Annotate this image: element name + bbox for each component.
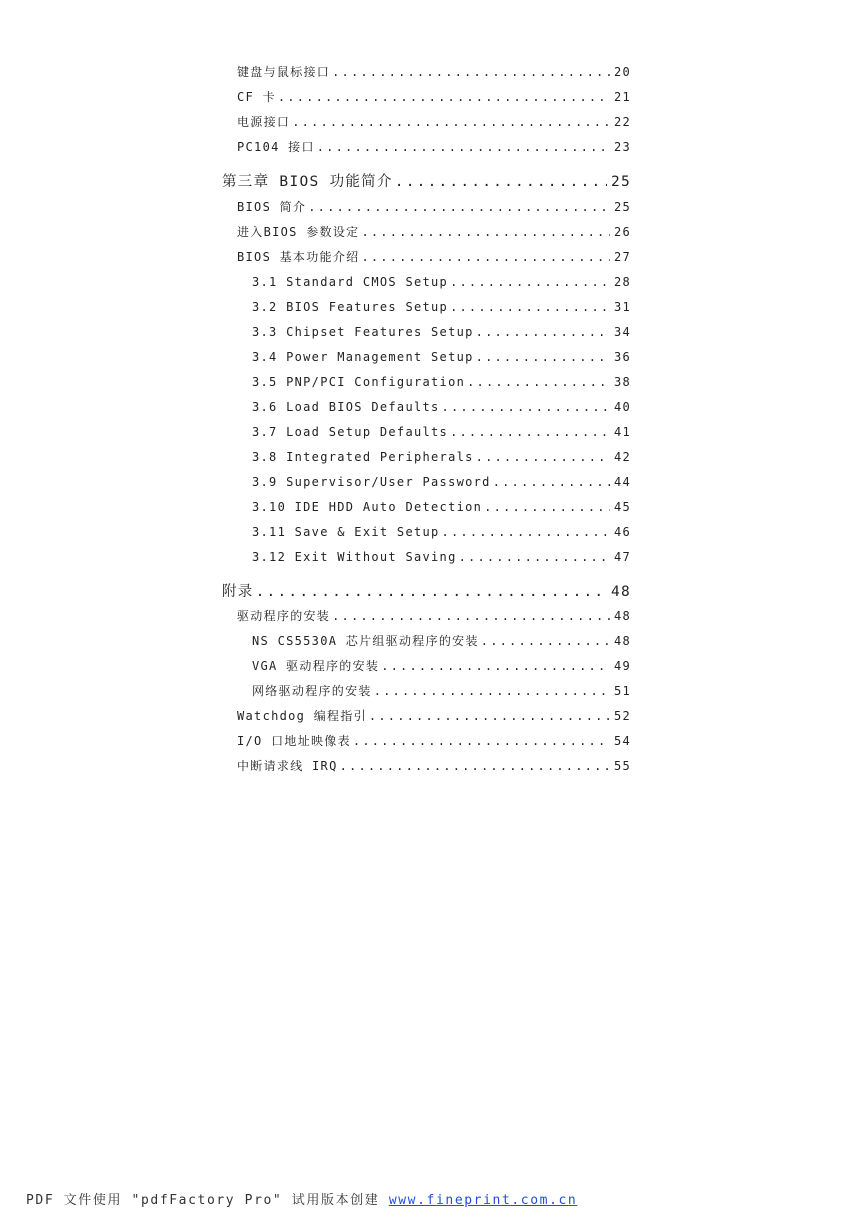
toc-entry-page-number: 41 — [613, 425, 631, 439]
toc-dot-leader — [484, 499, 610, 515]
toc-entry-title: 3.3 Chipset Features Setup — [252, 325, 474, 339]
toc-entry[interactable] — [237, 224, 631, 240]
toc-entry-page-number: 31 — [613, 300, 631, 314]
toc-entry-title: 中断请求线 IRQ — [237, 759, 338, 773]
toc-entry-title: 进入BIOS 参数设定 — [237, 225, 360, 239]
toc-entry-page-number: 28 — [613, 275, 631, 289]
toc-dot-leader — [450, 274, 610, 290]
toc-entry[interactable] — [252, 683, 631, 699]
toc-entry-title: CF 卡 — [237, 90, 276, 104]
toc-dot-leader — [361, 249, 610, 265]
toc-entry-page-number: 48 — [610, 584, 631, 600]
toc-entry-title: NS CS5530A 芯片组驱动程序的安装 — [252, 634, 479, 648]
toc-entry-page-number: 25 — [613, 200, 631, 214]
toc-entry-page-number: 45 — [613, 500, 631, 514]
toc-entry-page-number: 55 — [613, 759, 631, 773]
toc-entry[interactable] — [252, 274, 631, 290]
toc-entry-page-number: 54 — [613, 734, 631, 748]
toc-entry-page-number: 52 — [613, 709, 631, 723]
toc-entry[interactable] — [252, 658, 631, 674]
footer-link[interactable]: www.fineprint.com.cn — [388, 1193, 578, 1208]
toc-entry-page-number: 25 — [610, 174, 631, 190]
toc-dot-leader — [332, 64, 610, 80]
toc-dot-leader — [442, 399, 610, 415]
toc-dot-leader — [381, 658, 610, 674]
toc-entry-title: Watchdog 编程指引 — [237, 709, 367, 723]
toc-dot-leader — [442, 524, 610, 540]
toc-entry[interactable] — [252, 399, 631, 415]
toc-entry-title: 网络驱动程序的安装 — [252, 684, 372, 698]
toc-dot-leader — [369, 708, 610, 724]
toc-entry-page-number: 36 — [613, 350, 631, 364]
toc-entry[interactable] — [252, 374, 631, 390]
toc-entry-title: BIOS 基本功能介绍 — [237, 250, 360, 264]
toc-entry-page-number: 46 — [613, 525, 631, 539]
toc-entry[interactable] — [237, 114, 631, 130]
toc-entry-title: 键盘与鼠标接口 — [237, 65, 331, 79]
toc-entry[interactable] — [252, 474, 631, 490]
toc-entry-page-number: 48 — [613, 634, 631, 648]
toc-entry-title: 3.6 Load BIOS Defaults — [252, 400, 440, 414]
toc-entry[interactable] — [237, 608, 631, 624]
toc-entry[interactable] — [237, 249, 631, 265]
toc-entry-title: 3.5 PNP/PCI Configuration — [252, 375, 466, 389]
toc-entry-page-number: 42 — [613, 450, 631, 464]
toc-entry-page-number: 26 — [613, 225, 631, 239]
toc-entry[interactable] — [252, 499, 631, 515]
toc-dot-leader — [493, 474, 610, 490]
toc-entry-page-number: 20 — [613, 65, 631, 79]
toc-entry-title: 第三章 BIOS 功能简介 — [222, 174, 393, 190]
toc-entry-page-number: 34 — [613, 325, 631, 339]
toc-entry-title: 3.4 Power Management Setup — [252, 350, 474, 364]
toc-entry-page-number: 48 — [613, 609, 631, 623]
toc-dot-leader — [476, 324, 610, 340]
toc-entry-page-number: 23 — [613, 140, 631, 154]
toc-entry-title: VGA 驱动程序的安装 — [252, 659, 380, 673]
toc-entry-page-number: 51 — [613, 684, 631, 698]
toc-dot-leader — [374, 683, 610, 699]
toc-entry[interactable] — [252, 449, 631, 465]
toc-dot-leader — [450, 424, 610, 440]
toc-dot-leader — [476, 349, 610, 365]
toc-entry[interactable] — [252, 524, 631, 540]
toc-entry-title: 3.2 BIOS Features Setup — [252, 300, 449, 314]
toc-entry[interactable] — [237, 64, 631, 80]
toc-dot-leader — [292, 114, 610, 130]
toc-entry[interactable] — [252, 549, 631, 565]
toc-entry[interactable] — [237, 708, 631, 724]
toc-dot-leader — [476, 449, 610, 465]
toc-entry[interactable] — [237, 89, 631, 105]
watermark-footer — [26, 1192, 577, 1210]
toc-dot-leader — [353, 733, 610, 749]
toc-entry-title: 3.9 Supervisor/User Password — [252, 475, 491, 489]
toc-entry[interactable] — [222, 173, 631, 192]
toc-entry-title: 电源接口 — [237, 115, 291, 129]
toc-entry-title: I/O 口地址映像表 — [237, 734, 351, 748]
toc-dot-leader — [332, 608, 610, 624]
toc-entry[interactable] — [252, 299, 631, 315]
toc-dot-leader — [340, 758, 610, 774]
toc-entry[interactable] — [237, 199, 631, 215]
toc-dot-leader — [256, 583, 607, 602]
toc-entry-title: 3.12 Exit Without Saving — [252, 550, 457, 564]
toc-dot-leader — [481, 633, 610, 649]
toc-entry[interactable] — [237, 139, 631, 155]
toc-dot-leader — [308, 199, 610, 215]
toc-dot-leader — [395, 173, 607, 192]
toc-entry-title: 3.7 Load Setup Defaults — [252, 425, 449, 439]
toc-entry-title: 3.1 Standard CMOS Setup — [252, 275, 449, 289]
toc-entry-page-number: 22 — [613, 115, 631, 129]
toc-entry-title: 3.10 IDE HDD Auto Detection — [252, 500, 483, 514]
toc-dot-leader — [450, 299, 610, 315]
toc-entry-title: PC104 接口 — [237, 140, 315, 154]
toc-entry-title: BIOS 简介 — [237, 200, 307, 214]
toc-entry-page-number: 38 — [613, 375, 631, 389]
toc-entry[interactable] — [237, 758, 631, 774]
toc-dot-leader — [278, 89, 610, 105]
toc-entry-page-number: 21 — [613, 90, 631, 104]
toc-entry[interactable] — [237, 733, 631, 749]
toc-entry-title: 3.11 Save & Exit Setup — [252, 525, 440, 539]
toc-entry-title: 驱动程序的安装 — [237, 609, 331, 623]
footer-text: PDF 文件使用 "pdfFactory Pro" 试用版本创建 — [26, 1193, 380, 1208]
toc-dot-leader — [361, 224, 610, 240]
toc-entry[interactable] — [222, 583, 631, 602]
toc-entry-page-number: 47 — [613, 550, 631, 564]
toc-entry[interactable] — [252, 324, 631, 340]
toc-dot-leader — [459, 549, 610, 565]
toc-dot-leader — [467, 374, 610, 390]
toc-entry-page-number: 27 — [613, 250, 631, 264]
toc-entry[interactable] — [252, 424, 631, 440]
toc-dot-leader — [317, 139, 610, 155]
toc-entry[interactable] — [252, 633, 631, 649]
toc-entry-page-number: 40 — [613, 400, 631, 414]
toc-entry-title: 附录 — [222, 584, 254, 600]
toc-entry-page-number: 44 — [613, 475, 631, 489]
toc-entry-title: 3.8 Integrated Peripherals — [252, 450, 474, 464]
toc-entry-page-number: 49 — [613, 659, 631, 673]
toc-entry[interactable] — [252, 349, 631, 365]
